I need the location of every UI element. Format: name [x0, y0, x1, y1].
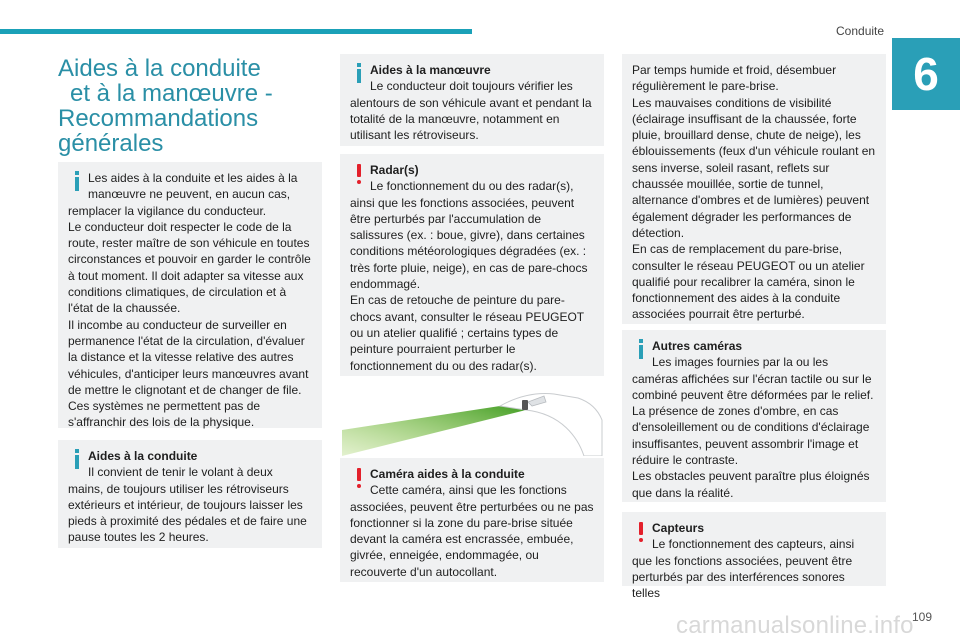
info-icon: [68, 170, 86, 192]
heading-line: et à la manœuvre -: [70, 80, 273, 107]
note-text: mains, de toujours utiliser les rétroviseurs extérieurs et intérieur, de toujours laisser les pieds à proximité des pédales et de faire une pause toutes les 2 heures.: [68, 481, 307, 545]
camera-beam-illustration: [340, 388, 604, 456]
warning-icon: [352, 164, 366, 186]
warning-icon: [352, 468, 366, 490]
note-title: Caméra aides à la conduite: [370, 467, 525, 481]
note-text: Cette caméra, ainsi que les fonctions: [370, 483, 567, 498]
note-title: Aides à la manœuvre: [370, 63, 491, 77]
note-radar: [340, 154, 604, 376]
note-title: Radar(s): [370, 163, 419, 177]
note-other-cameras: [622, 330, 886, 502]
note-title: Capteurs: [652, 521, 705, 535]
note-driving-aids: [58, 440, 322, 548]
note-text: alentours de son véhicule avant et pendant la totalité de la manœuvre, notamment en utilisant les rétroviseurs.: [350, 95, 592, 143]
heading-line: générales: [58, 130, 164, 157]
info-icon: [350, 62, 368, 84]
info-icon: [68, 448, 86, 470]
top-accent-bar: [0, 29, 472, 34]
note-manoeuvre-aids: [340, 54, 604, 146]
note-text: Les images fournies par la ou les: [652, 355, 829, 370]
note-text: Le fonctionnement du ou des radar(s),: [370, 179, 574, 194]
section-title: Conduite: [836, 24, 885, 38]
warning-icon: [634, 522, 648, 544]
note-text: Les aides à la conduite et les aides à la manœuvre ne peuvent, en aucun cas,: [88, 171, 298, 202]
note-text: remplacer la vigilance du conducteur. Le conducteur doit respecter le code de la route, rester maître de son véhicule en toutes circonstances et pouvoir en garder le contrôle à tout moment. Il doit adapter sa vitesse aux conditions climatiques, de circulation et à l'état de la chaussée. Il incombe au conducteur de surveiller en permanence l'état de la circulation, d'évaluer la distance et la vitesse relative des autres véhicules, d'anticiper leurs manœuvres avant de mettre le clignotant et de changer de file. Ces systèmes ne permettent pas de s'affranchir des lois de la physique.: [68, 203, 311, 430]
chapter-number: 6: [913, 48, 939, 100]
heading-line: Aides à la conduite: [58, 55, 261, 82]
heading-line: Recommandations: [58, 105, 259, 132]
note-title: Autres caméras: [652, 339, 743, 353]
note-text: Le fonctionnement des capteurs, ainsi: [652, 537, 855, 552]
note-title: Aides à la conduite: [88, 449, 198, 463]
page-number: 109: [912, 610, 933, 624]
info-icon: [632, 338, 650, 360]
note-text: ainsi que les fonctions associées, peuvent être perturbés par l'accumulation de salissures (ex. : boue, givre), dans certaines conditions météorologiques dégradées (ex. : très forte pluie, neige), en cas de pare-chocs endommagé. En cas de retouche de peinture du pare-chocs avant, consulter le réseau PEUGEOT ou un atelier qualifié ; certains types de peinture pourraient perturber le fonctionnement du ou des radar(s).: [350, 195, 588, 373]
note-text: caméras affichées sur l'écran tactile ou sur le combiné peuvent être déformées par le relief. La présence de zones d'ombre, en cas d'ensoleillement ou de conditions d'éclairage insuffisantes, peuvent assombrir l'image et réduire le contraste. Les obstacles peuvent paraître plus éloignés que dans la réalité.: [632, 371, 874, 500]
note-camera: [340, 458, 604, 582]
page-heading: [58, 56, 308, 156]
note-sensors: [622, 512, 886, 601]
note-weather: [622, 54, 886, 324]
note-text: Par temps humide et froid, désembuer régulièrement le pare-brise. Les mauvaises conditions de visibilité (éclairage insuffisant de la chaussée, forte pluie, brouillard dense, chute de neige), les éblouissements (feux d'un véhicule roulant en sens inverse, soleil rasant, reflets sur chaussée mouillée, sortie de tunnel, alternance d'ombres et de lumières) peuvent également dégrader les performances de détection. En cas de remplacement du pare-brise, consulter le réseau PEUGEOT ou un atelier qualifié pour recalibrer la caméra, sinon le fonctionnement des aides à la conduite associées pourrait être perturbé.: [632, 63, 876, 322]
watermark: carmanualsonline.info: [676, 612, 914, 639]
note-text: Le conducteur doit toujours vérifier les: [370, 79, 573, 94]
note-text: Il convient de tenir le volant à deux: [88, 465, 273, 480]
note-text: associées, peuvent être perturbées ou ne pas fonctionner si la zone du pare-brise située devant la caméra est encrassée, embuée, givrée, enneigée, endommagée, ou recouverte d'un autocollant.: [350, 499, 594, 579]
note-intro: [58, 162, 322, 428]
chapter-tab: [892, 38, 960, 110]
note-text: que les fonctions associées, peuvent être perturbés par des interférences sonores telles: [632, 553, 853, 601]
